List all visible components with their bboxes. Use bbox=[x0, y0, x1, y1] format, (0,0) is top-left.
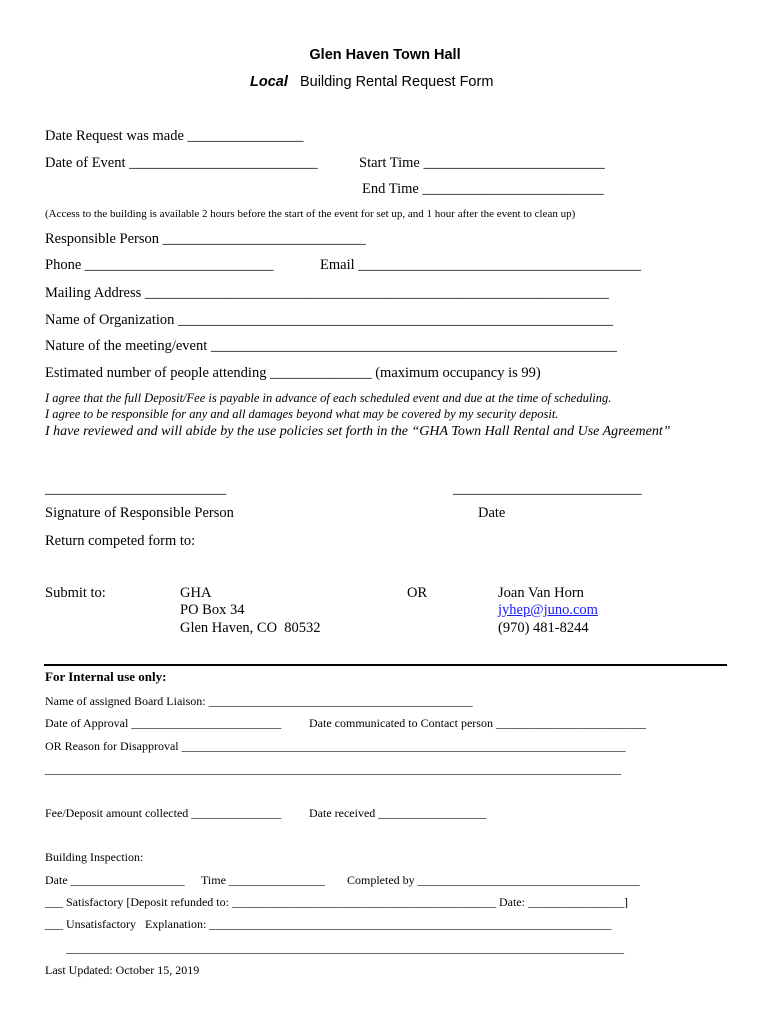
internal-divider bbox=[44, 664, 727, 666]
contact-phone: (970) 481-8244 bbox=[498, 620, 589, 636]
inspection-time-field: Time ________________ bbox=[201, 873, 325, 887]
or-label: OR bbox=[407, 585, 428, 601]
subtitle-text: Building Rental Request Form bbox=[299, 74, 494, 90]
return-label: Return competed form to: bbox=[45, 533, 196, 549]
inspection-date-field: Date ___________________ bbox=[45, 873, 185, 887]
explanation-continued: _____________________________________________________________________________________________ bbox=[66, 941, 624, 955]
submit-org: GHA bbox=[180, 585, 212, 601]
submit-city: Glen Haven, CO 80532 bbox=[180, 620, 321, 636]
date-event-field: Date of Event __________________________ bbox=[45, 155, 318, 171]
nature-field: Nature of the meeting/event ________________________________________________________ bbox=[45, 338, 617, 354]
responsible-person-field: Responsible Person ____________________________ bbox=[45, 231, 366, 247]
completed-by-field: Completed by _____________________________________ bbox=[347, 873, 640, 887]
approval-date-field: Date of Approval _________________________ bbox=[45, 716, 282, 730]
attending-field: Estimated number of people attending ______________ (maximum occupancy is 99) bbox=[45, 365, 541, 381]
disapproval-field: OR Reason for Disapproval __________________________________________________________________________ bbox=[45, 739, 626, 753]
signature-label: Signature of Responsible Person bbox=[45, 505, 234, 521]
organization-field: Name of Organization ____________________________________________________________ bbox=[45, 312, 614, 328]
unsatisfactory-field: ___ Unsatisfactory Explanation: ___________________________________________________________________ bbox=[45, 917, 612, 931]
contact-email-link[interactable]: jyhep@juno.com bbox=[498, 602, 598, 618]
signature-line: _________________________ bbox=[45, 481, 227, 497]
access-note: (Access to the building is available 2 hours before the start of the event for set up, and 1 hour after the event to clean up) bbox=[45, 208, 576, 220]
phone-field: Phone __________________________ bbox=[45, 257, 274, 273]
email-field: Email _______________________________________ bbox=[320, 257, 642, 273]
signature-date-line: __________________________ bbox=[453, 481, 642, 497]
submit-label: Submit to: bbox=[45, 585, 106, 601]
agreement-policies: I have reviewed and will abide by the use policies set forth in the “GHA Town Hall Rental and Use Agreement” bbox=[45, 424, 671, 439]
communicated-date-field: Date communicated to Contact person _________________________ bbox=[309, 716, 646, 730]
signature-date-label: Date bbox=[478, 505, 506, 521]
inspection-heading: Building Inspection: bbox=[45, 850, 144, 864]
agreement-damages: I agree to be responsible for any and all damages beyond what may be covered by my security deposit. bbox=[45, 407, 559, 421]
liaison-field: Name of assigned Board Liaison: ____________________________________________ bbox=[45, 694, 473, 708]
form-subtitle bbox=[250, 75, 493, 90]
agreement-deposit: I agree that the full Deposit/Fee is payable in advance of each scheduled event and due at the time of scheduling. bbox=[45, 391, 612, 405]
date-request-field: Date Request was made ________________ bbox=[45, 128, 304, 144]
mailing-address-field: Mailing Address ________________________________________________________________ bbox=[45, 285, 609, 301]
date-received-field: Date received __________________ bbox=[309, 806, 487, 820]
disapproval-continued: ________________________________________________________________________________________________ bbox=[45, 762, 621, 776]
form-title: Glen Haven Town Hall bbox=[309, 47, 461, 63]
internal-heading: For Internal use only: bbox=[45, 669, 167, 684]
submit-po-box: PO Box 34 bbox=[180, 602, 245, 618]
contact-name: Joan Van Horn bbox=[498, 585, 584, 601]
start-time-field: Start Time _________________________ bbox=[359, 155, 605, 171]
fee-collected-field: Fee/Deposit amount collected _______________ bbox=[45, 806, 282, 820]
satisfactory-field: ___ Satisfactory [Deposit refunded to: ____________________________________________ Date: ________________] bbox=[45, 895, 628, 909]
last-updated: Last Updated: October 15, 2019 bbox=[45, 963, 200, 977]
end-time-field: End Time _________________________ bbox=[362, 181, 604, 197]
subtitle-local: Local bbox=[250, 74, 288, 90]
